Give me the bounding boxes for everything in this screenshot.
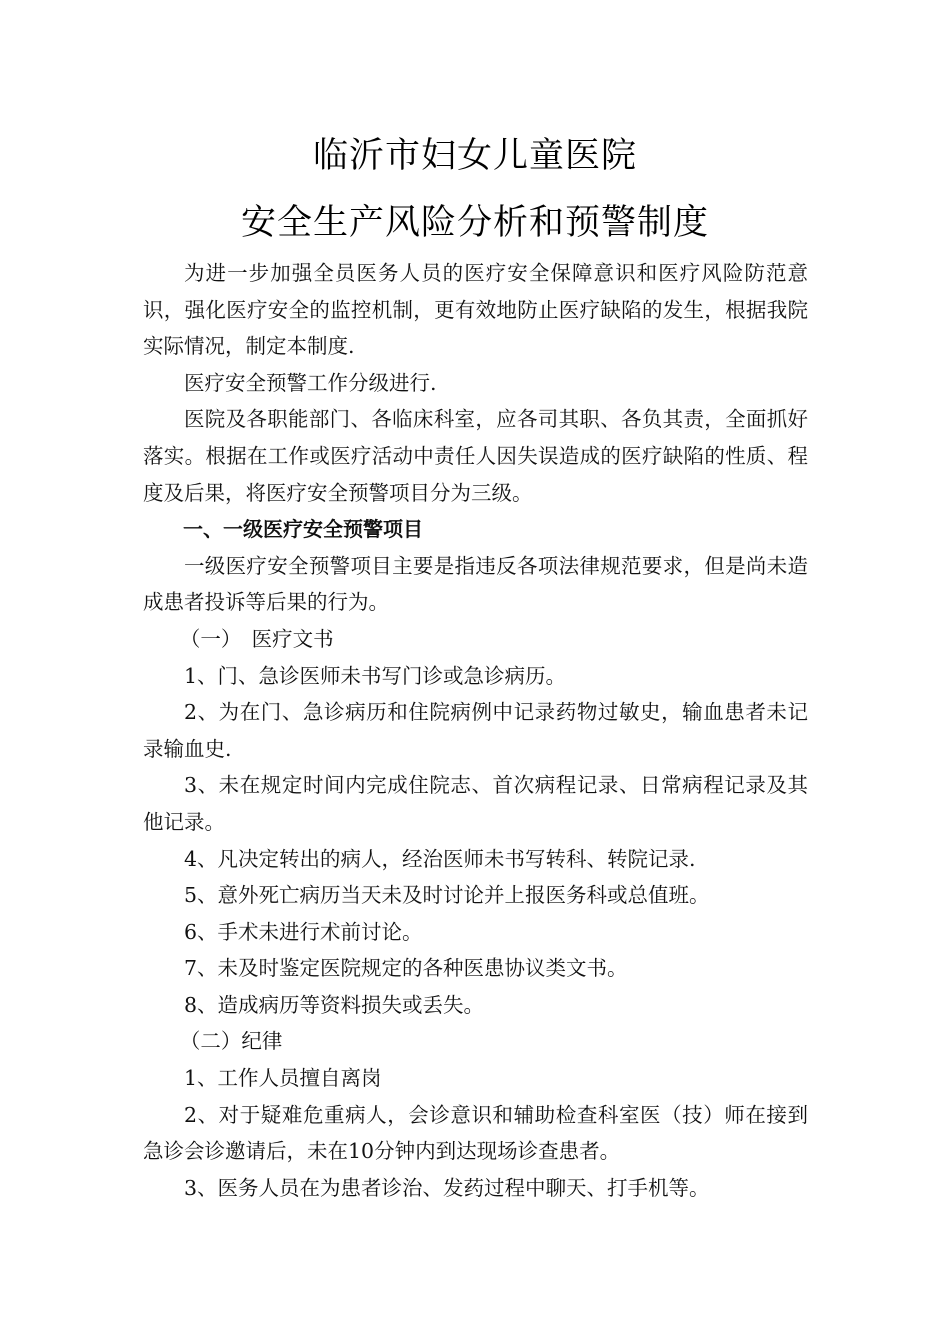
list-item: 1、门、急诊医师未书写门诊或急诊病历。 — [184, 663, 567, 688]
subsection-heading-medical-records: （一） 医疗文书 — [179, 626, 334, 651]
section-heading-level-1: 一、一级医疗安全预警项目 — [183, 517, 423, 542]
list-item: 6、手术未进行术前讨论。 — [184, 919, 423, 944]
paragraph-intro: 为进一步加强全员医务人员的医疗安全保障意识和医疗风险防范意识，强化医疗安全的监控机制，更有效地防止医疗缺陷的发生，根据我院实际情况，制定本制度. — [143, 261, 808, 359]
list-item: 2、对于疑难危重病人，会诊意识和辅助检查科室医（技）师在接到急诊会诊邀请后，未在10分钟内到达现场诊查患者。 — [143, 1102, 808, 1164]
list-item: 8、造成病历等资料损失或丢失。 — [184, 992, 485, 1017]
list-item: 5、意外死亡病历当天未及时讨论并上报医务科或总值班。 — [184, 883, 710, 908]
document-title: 临沂市妇女儿童医院 — [312, 136, 637, 176]
list-item: 7、未及时鉴定医院规定的各种医患协议类文书。 — [184, 956, 628, 981]
paragraph-level-1-definition: 一级医疗安全预警项目主要是指违反各项法律规范要求，但是尚未造成患者投诉等后果的行为。 — [143, 553, 808, 615]
list-item: 2、为在门、急诊病历和住院病例中记录药物过敏史，输血患者未记录输血史. — [143, 700, 808, 761]
subsection-heading-discipline: （二）纪律 — [179, 1029, 283, 1054]
list-item: 3、医务人员在为患者诊治、发药过程中聊天、打手机等。 — [184, 1175, 710, 1200]
list-item: 1、工作人员擅自离岗 — [184, 1066, 382, 1091]
paragraph-grading: 医疗安全预警工作分级进行. — [184, 370, 437, 395]
document-body — [143, 255, 808, 1206]
list-item: 3、未在规定时间内完成住院志、首次病程记录、日常病程记录及其他记录。 — [143, 773, 808, 834]
paragraph-responsibility: 医院及各职能部门、各临床科室，应各司其职、各负其责，全面抓好落实。根据在工作或医疗活动中责任人因失误造成的医疗缺陷的性质、程度及后果，将医疗安全预警项目分为三级。 — [143, 407, 808, 505]
list-item: 4、凡决定转出的病人，经治医师未书写转科、转院记录. — [184, 846, 696, 871]
document-subtitle: 安全生产风险分析和预警制度 — [240, 203, 709, 243]
